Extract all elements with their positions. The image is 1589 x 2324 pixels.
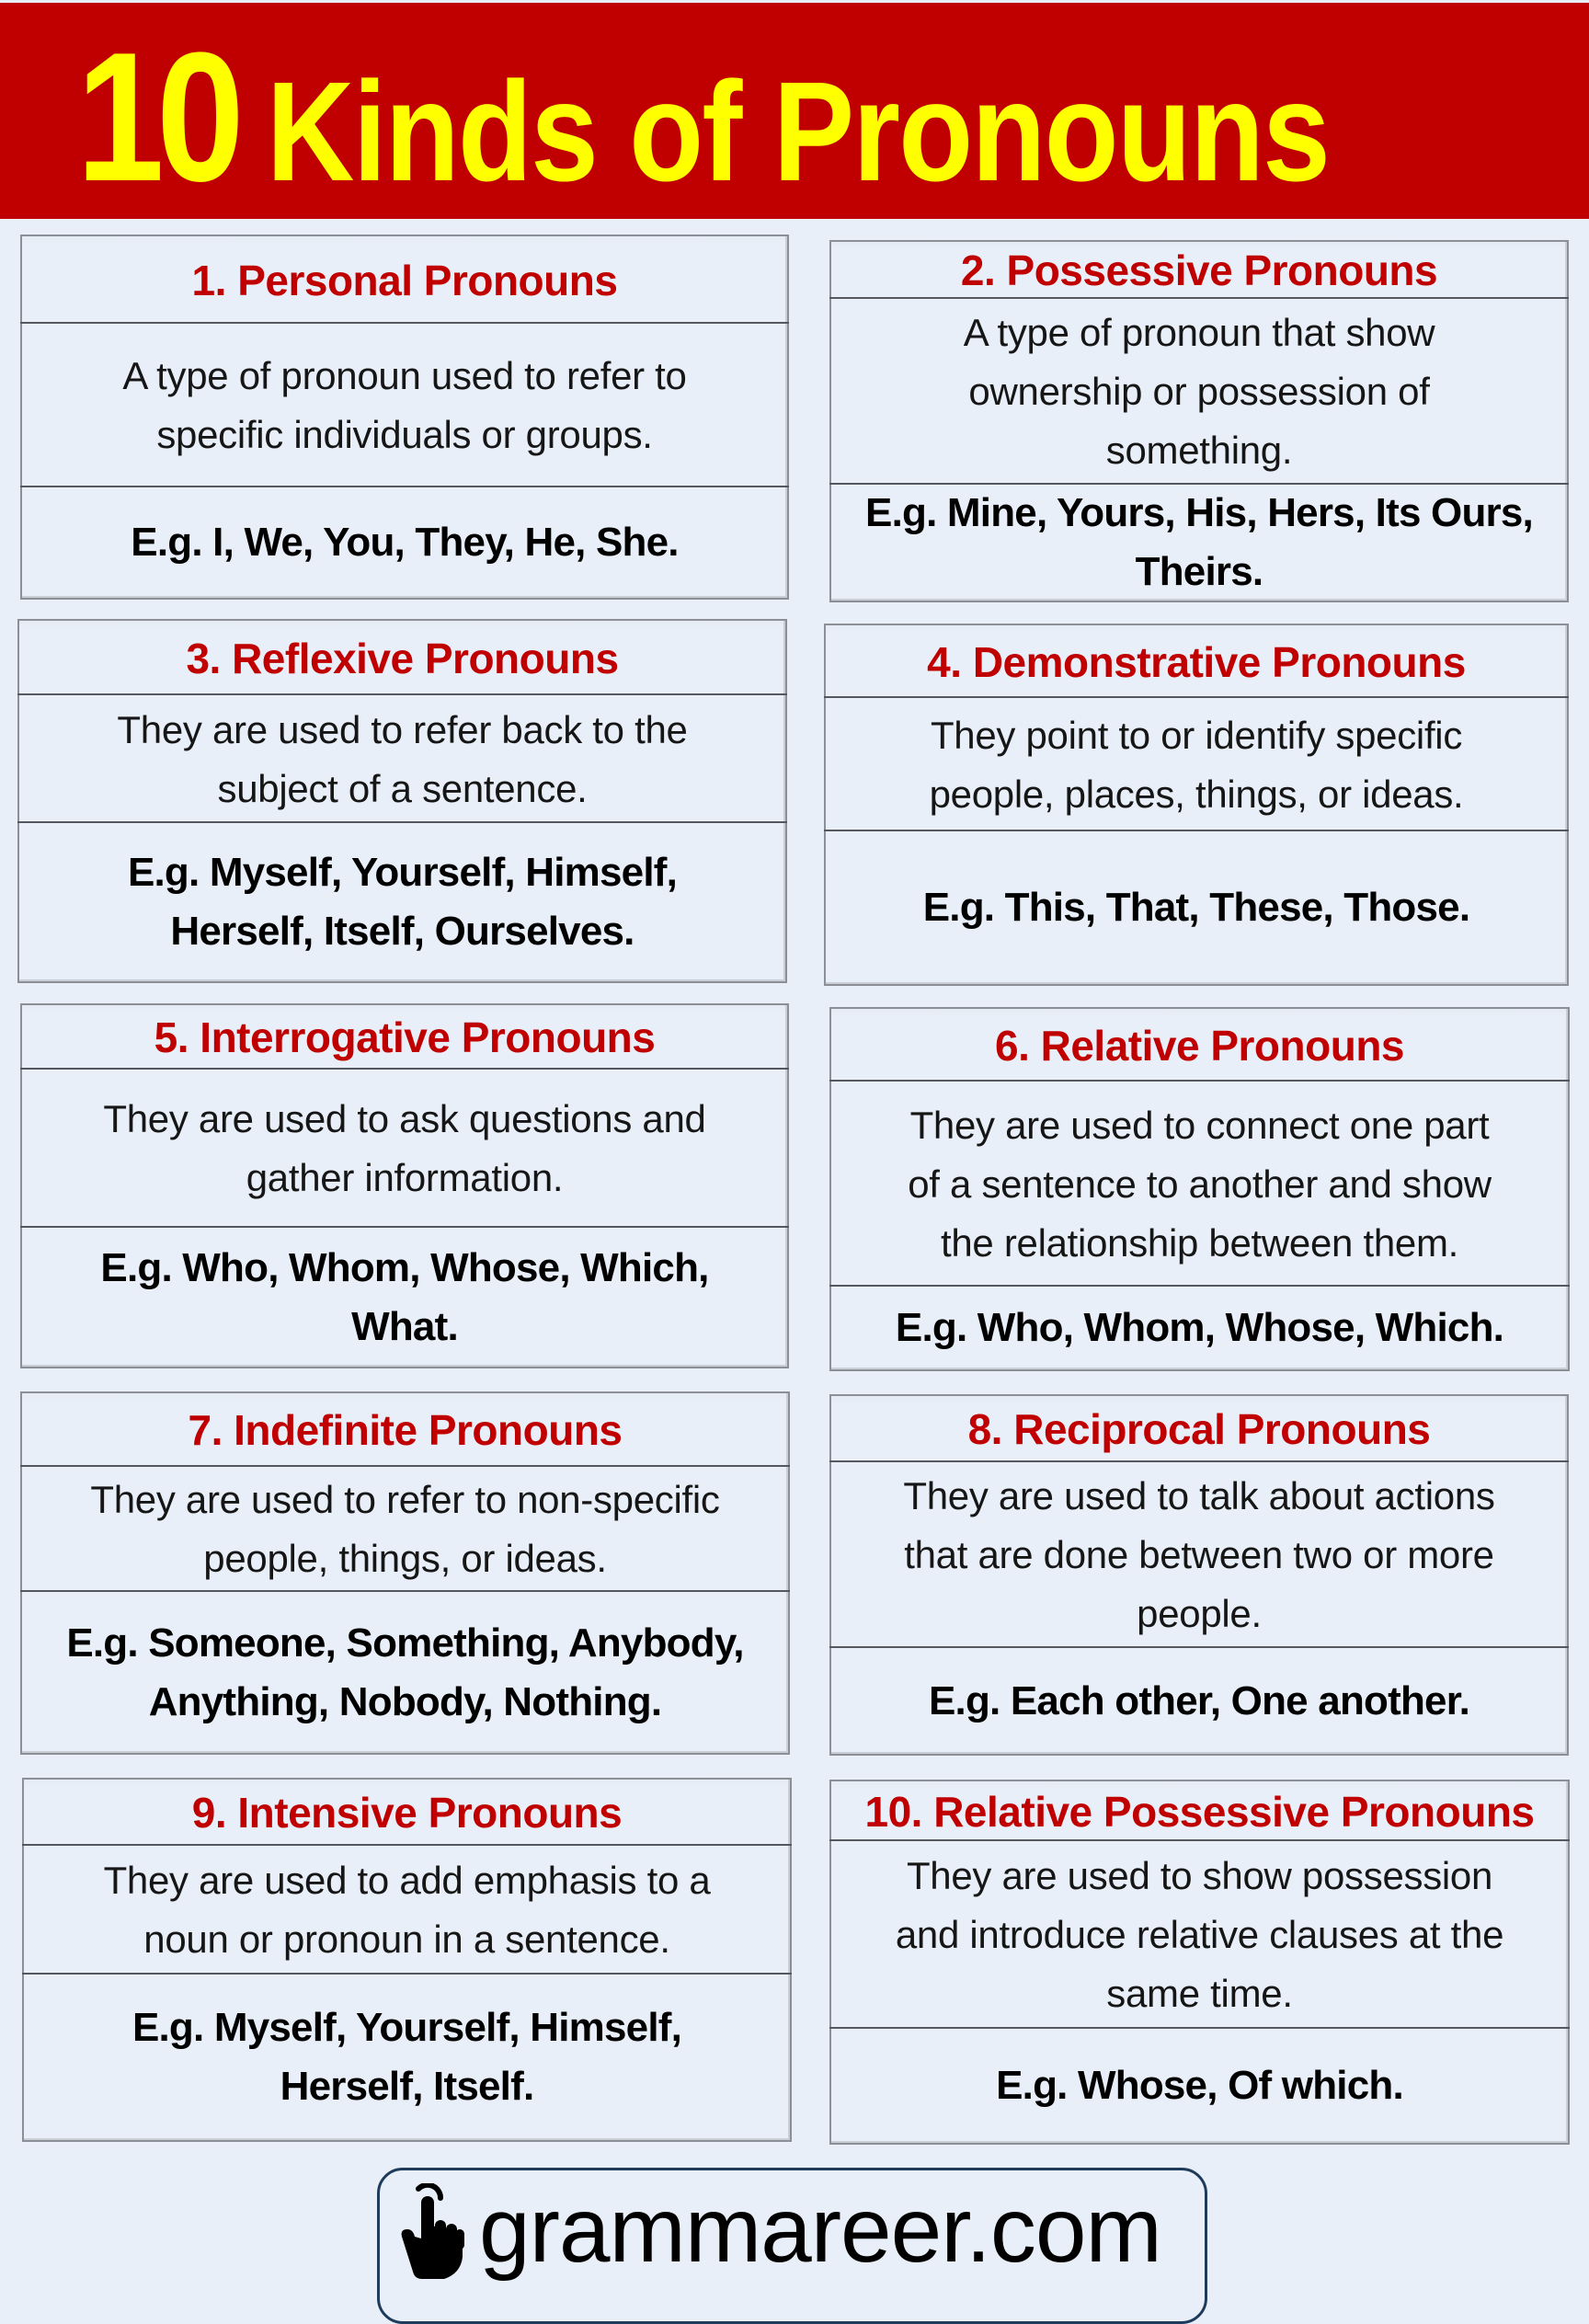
card-title: 5. Interrogative Pronouns [154,1013,656,1061]
card-interrogative-pronouns [20,1003,789,1368]
card-title-row [22,1005,787,1070]
description-line: They are used to add emphasis to a [103,1859,711,1902]
card-title-row [831,1781,1568,1841]
card-title-row [22,236,787,324]
description-line: of a sentence to another and show [908,1162,1492,1206]
page-title [76,15,1330,220]
description-line: the relationship between them. [940,1220,1459,1265]
description-line: and introduce relative clauses at the [895,1913,1504,1956]
card-possessive-pronouns [829,240,1569,602]
example-line: What. [351,1303,458,1349]
card-examples [831,1648,1567,1754]
card-examples [826,831,1567,984]
card-title-row [831,1009,1568,1082]
description-line: They point to or identify specific [930,713,1463,757]
card-description [831,1082,1568,1287]
description-line: people, things, or ideas. [203,1537,607,1580]
card-title: 8. Reciprocal Pronouns [967,1405,1431,1453]
title-number: 10 [76,15,237,220]
card-title: 6. Relative Pronouns [994,1021,1404,1070]
card-description [826,698,1567,831]
card-description [19,695,785,823]
description-line: They are used to refer to non-specific [90,1478,720,1521]
description-line: They are used to connect one part [909,1103,1490,1147]
title-banner [0,3,1589,219]
card-intensive-pronouns [22,1778,792,2142]
description-line: something. [1105,429,1293,472]
description-line: ownership or possession of [968,370,1430,413]
card-description [24,1846,790,1975]
card-examples [831,2029,1568,2143]
card-title-row [22,1393,788,1467]
description-line: They are used to show possession [906,1854,1493,1897]
card-examples [831,485,1567,601]
example-line: Herself, Itself, Ourselves. [170,909,634,954]
card-reciprocal-pronouns [829,1394,1569,1756]
card-title: 2. Possessive Pronouns [960,246,1438,294]
card-reflexive-pronouns [17,619,787,983]
card-description [831,1841,1568,2029]
card-personal-pronouns [20,235,789,600]
description-line: people, places, things, or ideas. [929,772,1464,816]
example-line: E.g. Myself, Yourself, Himself, [127,850,678,895]
example-line: E.g. I, We, You, They, He, She. [131,520,679,565]
card-title: 10. Relative Possessive Pronouns [864,1787,1535,1836]
card-description [22,324,787,487]
card-description [22,1467,788,1592]
example-line: E.g. Whose, Of which. [996,2063,1403,2108]
card-title-row [831,242,1567,299]
card-examples [19,823,785,981]
description-line: They are used to ask questions and [103,1097,706,1140]
description-line: noun or pronoun in a sentence. [143,1918,670,1961]
description-line: They are used to refer back to the [117,707,688,751]
description-line: people. [1137,1592,1262,1635]
card-demonstrative-pronouns [824,624,1569,986]
card-title: 3. Reflexive Pronouns [186,634,619,682]
description-line: A type of pronoun used to refer to [122,354,687,397]
card-examples [22,1228,787,1367]
example-line: Herself, Itself. [280,2064,534,2109]
card-title-row [24,1780,790,1846]
card-title: 7. Indefinite Pronouns [188,1406,623,1454]
example-line: E.g. Mine, Yours, His, Hers, Its Ours, [865,490,1533,535]
card-title: 9. Intensive Pronouns [191,1789,623,1837]
card-relative-possessive-pronouns [829,1780,1570,2145]
card-title-row [831,1396,1567,1462]
card-examples [831,1287,1568,1369]
website-url[interactable]: grammareer.com [479,2179,1161,2282]
card-relative-pronouns [829,1007,1570,1371]
example-line: Anything, Nobody, Nothing. [148,1678,662,1724]
description-line: gather information. [246,1156,564,1199]
card-description [22,1070,787,1228]
card-title: 1. Personal Pronouns [191,256,618,304]
card-description [831,1462,1567,1648]
description-line: subject of a sentence. [217,766,588,810]
website-link[interactable] [377,2168,1207,2324]
card-indefinite-pronouns [20,1391,790,1755]
card-examples [24,1975,790,2140]
example-line: E.g. Who, Whom, Whose, Which. [895,1305,1504,1350]
card-description [831,299,1567,485]
example-line: E.g. Each other, One another. [928,1677,1470,1723]
description-line: A type of pronoun that show [963,311,1435,354]
example-line: E.g. Who, Whom, Whose, Which, [100,1244,709,1290]
example-line: Theirs. [1135,549,1263,594]
title-text: Kinds of Pronouns [266,52,1330,211]
pointing-hand-icon [394,2183,470,2281]
description-line: They are used to talk about actions [903,1474,1495,1517]
description-line: same time. [1106,1972,1293,2015]
example-line: E.g. Myself, Yourself, Himself, [131,2005,682,2050]
description-line: specific individuals or groups. [156,413,653,456]
card-examples [22,487,787,598]
example-line: E.g. Someone, Something, Anybody, [66,1620,744,1666]
card-title: 4. Demonstrative Pronouns [927,637,1466,686]
card-examples [22,1592,788,1753]
example-line: E.g. This, That, These, Those. [922,885,1470,930]
card-title-row [19,621,785,695]
card-title-row [826,625,1567,698]
description-line: that are done between two or more [904,1533,1494,1576]
